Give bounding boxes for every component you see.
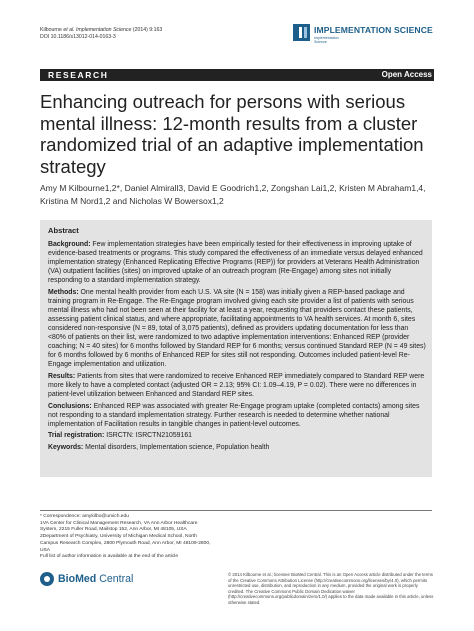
abstract-keywords [48,443,426,452]
abstract-results [48,372,426,399]
citation-author: Kilbourne [40,27,64,33]
results-label: Results: [48,372,76,380]
affiliation-1: 1VA Center for Clinical Management Research, VA Ann Arbor Healthcare System, 2215 Fuller Road, Mailstop 152, Ann Arbor, MI 48105, USA [40,520,198,533]
publisher-name-rest: Central [96,573,134,585]
journal-logo-icon [293,24,310,41]
correspondence: * Correspondence: amykilbo@umich.edu [40,514,129,519]
abstract-heading: Abstract [48,226,79,235]
footnotes [40,514,216,561]
footnote-divider [40,510,432,511]
abstract-background [48,240,426,285]
journal-logo-title: IMPLEMENTATION SCIENCE [314,25,433,35]
trial-text: ISRCTN: ISRCTN21059161 [104,432,192,440]
biomed-central-icon [40,572,54,586]
citation-volume: (2014) 9:163 [131,27,163,33]
copyright-notice: © 2014 Kilbourne et al.; licensee BioMed Central. This is an Open Access article distributed under the terms of the Creative Commons Attribution License (http://creativecommons.org/licenses/by/4.0), which permits unrestricted use, distribution, and reproduction in any medium, provided the original work is properly credited. The Creative Commons Public Domain Dedication waiver (http://creativecommons.org/publicdomain/zero/1.0/) applies to the data made available in this article, unless otherwise stated. [228,572,434,605]
conclusions-label: Conclusions: [48,402,92,410]
publisher-logo [40,572,200,586]
open-access-label: Open Access [381,70,432,79]
trial-label: Trial registration: [48,432,105,440]
publisher-name [58,573,133,585]
abstract-conclusions [48,402,426,429]
keywords-text: Mental disorders, Implementation science, Population health [83,443,270,451]
journal-logo-subtitle: Implementation Science [314,36,339,44]
citation-header [40,27,162,41]
results-text: Patients from sites that were randomized to receive Enhanced REP immediately compared to Standard REP were more likely to have a completed contact (adjusted OR = 2.13; 95% CI: 1.09–4.19, P = 0.02). There were no differences in patient-level utilization between Enhanced and Standard REP sites. [48,372,425,398]
background-label: Background: [48,241,91,248]
publisher-name-bold: BioMed [58,573,97,585]
doi: DOI 10.1186/s13012-014-0163-3 [40,34,116,41]
citation-journal: et al. Implementation Science [63,27,132,33]
article-title: Enhancing outreach for persons with serious mental illness: 12-month results from a cluster randomized trial of an adaptive implementation strategy [40,91,424,177]
keywords-label: Keywords: [48,443,84,451]
abstract-methods [48,288,426,369]
abstract-body [48,240,426,455]
section-label: RESEARCH [48,70,109,80]
methods-text: One mental health provider from each U.S. VA site (N = 158) was initially given a REP-based package and training program in Re-Engage. The Re-Engage program involved giving each site provider a list of patients with serious mental illness who had not been seen at their facility for at least a year, requesting that providers contact these patients, assessing patient clinical status, and where appropriate, facilitating appointments to VA health services. At month 6, sites considered non-responsive (N = 89, total of 3,075 patients), defined as providers updating documentation for less than <80% of patients on their list, were randomized to two adaptive implementation interventions: Enhanced REP (provider coaching; N = 40 sites) for 6 months followed by Standard REP for 6 months; versus continued Standard REP (N = 49 sites) for 6 months followed by 6 months of Enhanced REP for sites still not responding. Outcomes included patient-level Re-Engage implementation and utilization. [48,288,426,369]
author-info-note: Full list of author information is available at the end of the article [40,554,179,560]
abstract-trial [48,431,426,440]
author-list: Amy M Kilbourne1,2*, Daniel Almirall3, David E Goodrich1,2, Zongshan Lai1,2, Kristen M Abraham1,4, Kristina M Nord1,2 and Nicholas W Bowersox1,2 [40,183,426,206]
affiliation-2: 2Department of Psychiatry, University of Michigan Medical School, North Campus Research Complex, 2800 Plymouth Road, Ann Arbor, MI 48109-2800, USA [40,534,211,553]
background-text: Few implementation strategies have been empirically tested for their effectiveness in improving uptake of evidence-based treatments or programs. This study compared the effectiveness of an immediate versus delayed enhanced implementation strategy (Enhanced Replicating Effective Programs (REP)) for providers at Veterans Health Administration (VA) outpatient facilities (sites) on improved uptake of an outreach program (Re-Engage) among sites not initially responding to a standard implementation strategy. [48,241,423,285]
conclusions-text: Enhanced REP was associated with greater Re-Engage program uptake (completed contacts) among sites not responding to a standard implementation strategy. Further research is needed to determine whether national implementation of Facilitation results in tangible changes in patient-level outcomes. [48,402,420,428]
methods-label: Methods: [48,288,79,296]
